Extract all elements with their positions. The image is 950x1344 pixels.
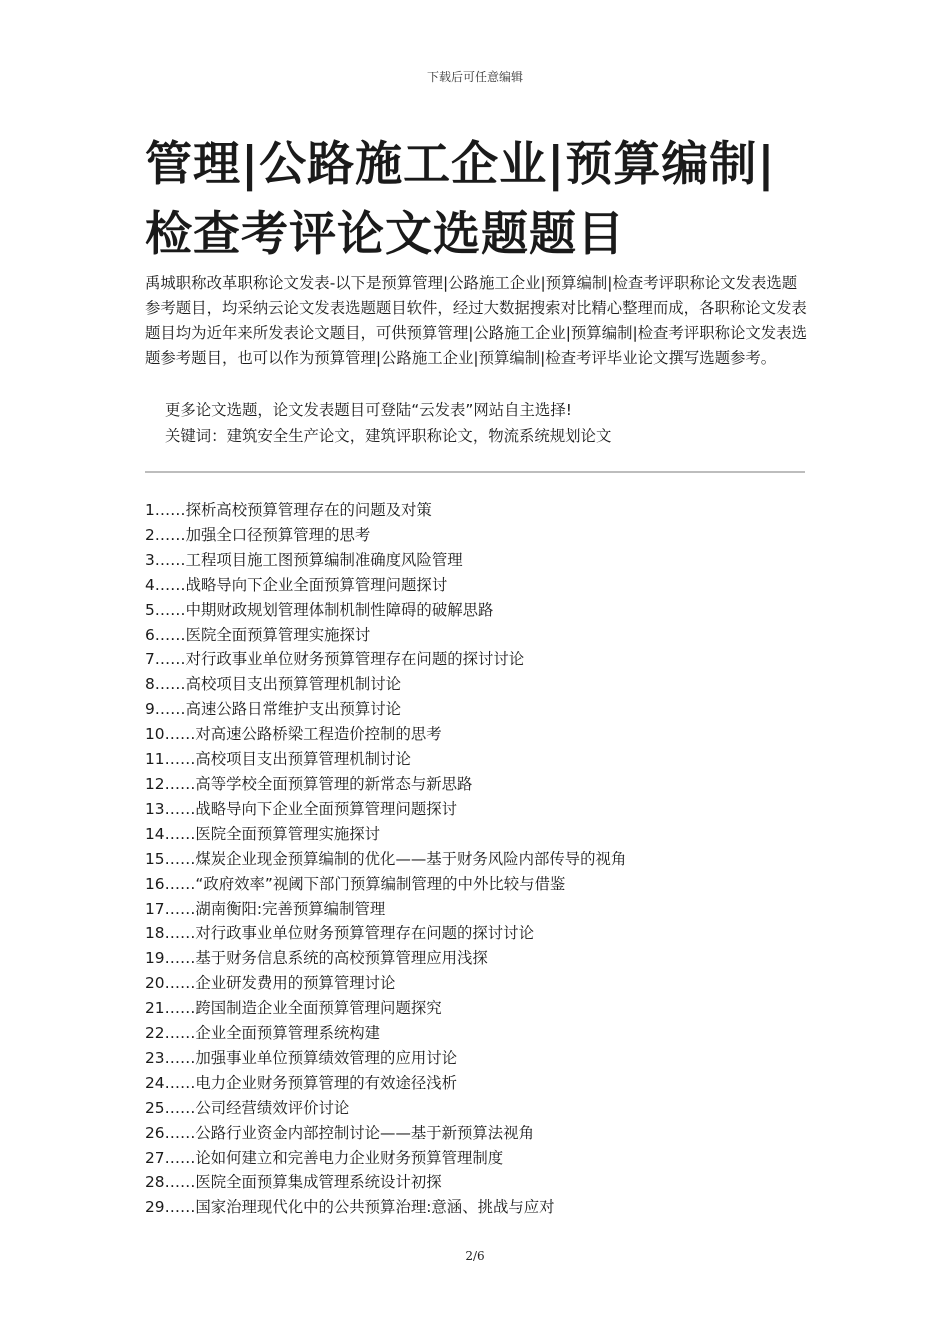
list-item: 13……战略导向下企业全面预算管理问题探讨 (145, 799, 458, 818)
list-item: 16……“政府效率”视阈下部门预算编制管理的中外比较与借鉴 (145, 874, 566, 893)
list-item: 21……跨国制造企业全面预算管理问题探究 (145, 999, 442, 1018)
list-item: 10……对高速公路桥梁工程造价控制的思考 (145, 725, 442, 744)
list-item: 5……中期财政规划管理体制机制性障碍的破解思路 (145, 600, 494, 619)
list-item: 26……公路行业资金内部控制讨论——基于新预算法视角 (145, 1123, 534, 1142)
list-item: 6……医院全面预算管理实施探讨 (145, 625, 371, 644)
list-item: 23……加强事业单位预算绩效管理的应用讨论 (145, 1048, 458, 1067)
list-item: 8……高校项目支出预算管理机制讨论 (145, 675, 402, 694)
list-item: 12……高等学校全面预算管理的新常态与新思路 (145, 774, 473, 793)
list-item: 25……公司经营绩效评价讨论 (145, 1098, 350, 1117)
list-item: 1……探析高校预算管理存在的问题及对策 (145, 501, 432, 519)
page-header: 下载后可任意编辑 (426, 70, 523, 84)
list-item: 2……加强全口径预算管理的思考 (145, 525, 371, 544)
list-item: 29……国家治理现代化中的公共预算治理:意涵、挑战与应对 (145, 1198, 555, 1217)
list-item: 27……论如何建立和完善电力企业财务预算管理制度 (145, 1148, 504, 1167)
list-item: 20……企业研发费用的预算管理讨论 (145, 974, 396, 993)
list-item: 19……基于财务信息系统的高校预算管理应用浅探 (145, 949, 488, 968)
list-item: 3……工程项目施工图预算编制准确度风险管理 (145, 550, 463, 569)
list-item: 24……电力企业财务预算管理的有效途径浅析 (145, 1073, 458, 1092)
list-item: 15……煤炭企业现金预算编制的优化——基于财务风险内部传导的视角 (145, 849, 627, 868)
document-title: 管理|公路施工企业|预算编制|检查考评论文选题题目 (145, 137, 776, 262)
list-item: 9……高速公路日常维护支出预算讨论 (145, 700, 402, 719)
list-item: 4……战略导向下企业全面预算管理问题探讨 (145, 575, 448, 594)
list-item: 14……医院全面预算管理实施探讨 (145, 824, 381, 843)
page-number: 2/6 (465, 1249, 485, 1263)
section-divider (145, 471, 805, 473)
list-item: 17……湖南衡阳:完善预算编制管理 (145, 899, 386, 918)
keywords-line: 关键词：建筑安全生产论文，建筑评职称论文，物流系统规划论文 (165, 427, 612, 445)
list-item: 11……高校项目支出预算管理机制讨论 (145, 750, 411, 769)
more-topics-note: 更多论文选题，论文发表题目可登陆“云发表”网站自主选择! (165, 401, 572, 419)
list-item: 22……企业全面预算管理系统构建 (145, 1024, 381, 1043)
intro-paragraph: 禹城职称改革职称论文发表-以下是预算管理|公路施工企业|预算编制|检查考评职称论文发表选题参考题目，均采纳云论文发表选题题目软件，经过大数据搜索对比精心整理而成，各职称论文发表题目均为近年来所发表论文题目，可供预算管理|公路施工企业|预算编制|检查考评职称论文发表选题参考题目，也可以作为预算管理|公路施工企业|预算编制|检查考评毕业论文撰写选题参考。 (145, 274, 807, 367)
list-item: 7……对行政事业单位财务预算管理存在问题的探讨讨论 (145, 650, 525, 669)
topic-list (145, 498, 626, 1220)
list-item: 18……对行政事业单位财务预算管理存在问题的探讨讨论 (145, 924, 534, 943)
list-item: 28……医院全面预算集成管理系统设计初探 (145, 1173, 442, 1192)
